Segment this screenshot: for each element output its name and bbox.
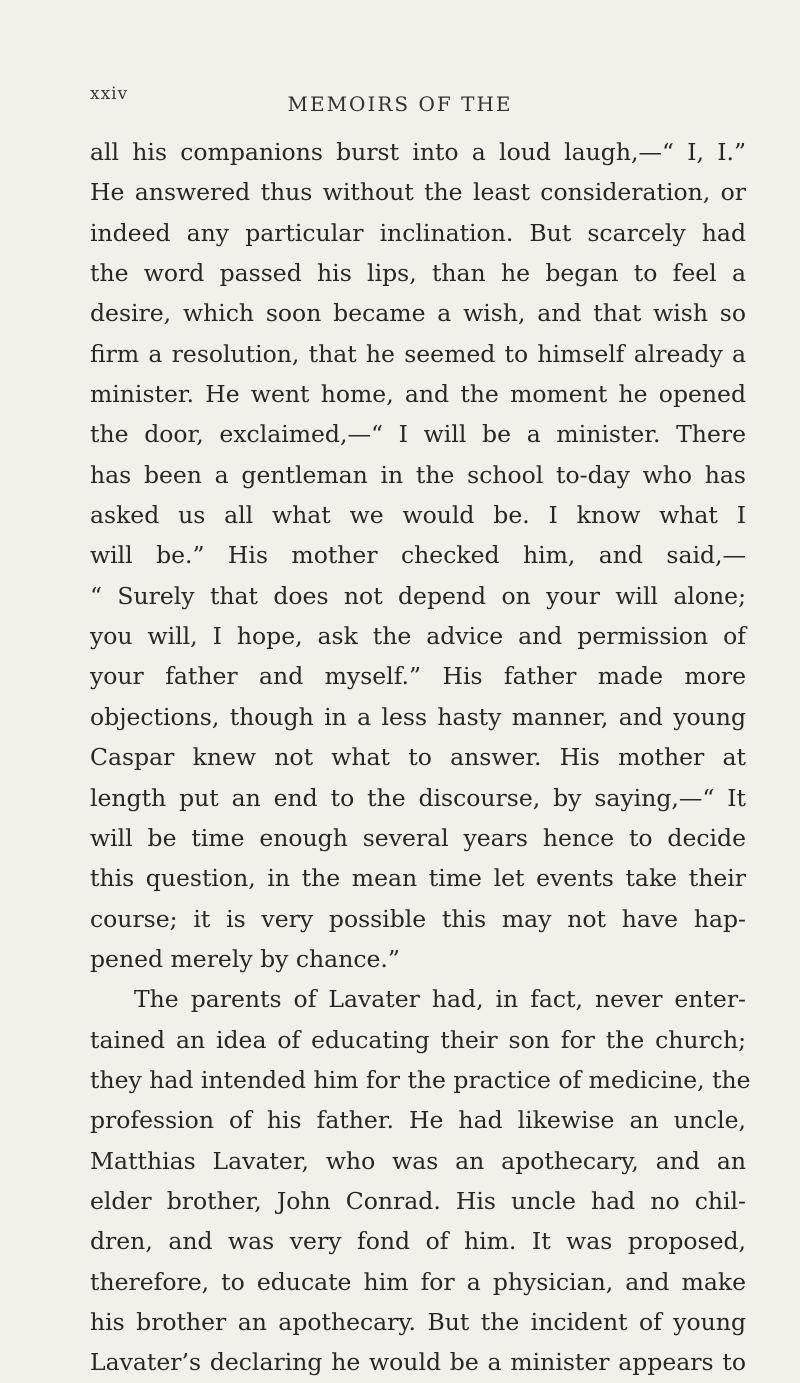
text-line: length put an end to the discourse, by saying,—“ It	[90, 783, 746, 812]
text-line: the door, exclaimed,—“ I will be a minister. There	[90, 420, 746, 449]
text-line: has been a gentleman in the school to-day who has	[90, 460, 746, 489]
text-line: your father and myself.” His father made more	[90, 662, 746, 691]
text-line: Lavater’s declaring he would be a minister appears to	[90, 1348, 746, 1377]
text-line: He answered thus without the least consideration, or	[90, 178, 746, 207]
text-line: this question, in the mean time let events take their	[90, 864, 746, 893]
text-line: profession of his father. He had likewise an uncle,	[90, 1106, 746, 1135]
text-line: the word passed his lips, than he began to feel a	[90, 259, 746, 288]
text-line: therefore, to educate him for a physician, and make	[90, 1267, 746, 1296]
text-line: Caspar knew not what to answer. His mother at	[90, 743, 746, 772]
text-line: firm a resolution, that he seemed to himself already a	[90, 339, 746, 368]
text-line: “ Surely that does not depend on your will alone;	[90, 581, 746, 610]
text-line: will be time enough several years hence to decide	[90, 823, 746, 852]
running-head: MEMOIRS OF THE	[287, 92, 513, 116]
text-line: objections, though in a less hasty manner, and young	[90, 702, 746, 731]
text-line: Matthias Lavater, who was an apothecary, and an	[90, 1146, 746, 1175]
text-line: minister. He went home, and the moment he opened	[90, 380, 746, 409]
text-line: tained an idea of educating their son for the church;	[90, 1025, 746, 1054]
body-text	[90, 132, 751, 1383]
text-line: will be.” His mother checked him, and said,—	[90, 541, 746, 570]
text-line: desire, which soon became a wish, and that wish so	[90, 299, 746, 328]
text-line: all his companions burst into a loud laugh,—“ I, I.”	[90, 138, 746, 166]
text-line: elder brother, John Conrad. His uncle had no chil-	[90, 1186, 746, 1215]
page-number: xxiv	[90, 84, 129, 104]
text-line: dren, and was very fond of him. It was proposed,	[90, 1227, 746, 1256]
text-line: you will, I hope, ask the advice and permission of	[90, 622, 746, 651]
paragraph-start-line: The parents of Lavater had, in fact, never enter-	[134, 985, 746, 1014]
text-line: they had intended him for the practice of medicine, the	[90, 1065, 751, 1094]
text-line: course; it is very possible this may not have hap-	[90, 904, 746, 933]
text-line: indeed any particular inclination. But scarcely had	[90, 218, 746, 247]
text-line: pened merely by chance.”	[90, 944, 400, 973]
text-line: asked us all what we would be. I know what I	[90, 501, 746, 530]
text-line: his brother an apothecary. But the incident of young	[90, 1307, 746, 1336]
